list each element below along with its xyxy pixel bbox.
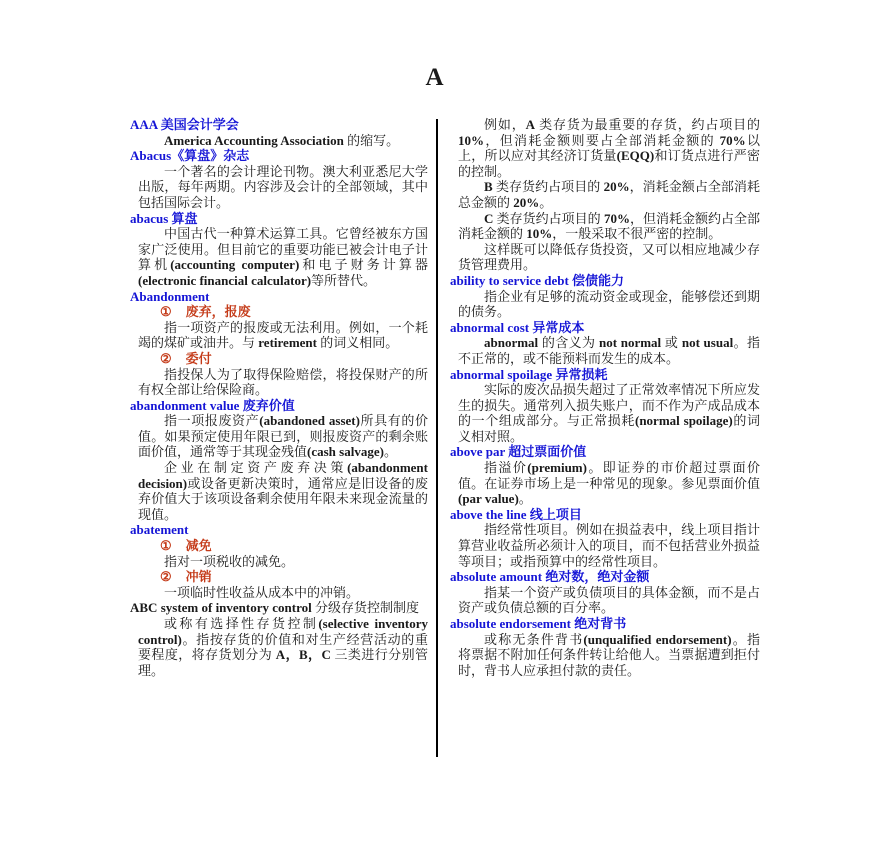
sense-number: ① [160, 538, 172, 554]
definition-paragraph: 一个著名的会计理论刊物。澳大利亚悉尼大学出版，每年两期。内容涉及会计的全部领域，其中包括国际会计。 [138, 163, 428, 210]
definition-paragraph: abnormal 的含义为 not normal 或 not usual。指不正常的，或不能预料而发生的成本。 [458, 335, 760, 366]
emphasized-term: (unqualified endorsement) [583, 631, 732, 647]
headword-segment: AAA [130, 117, 158, 132]
sense-number: ② [160, 350, 172, 366]
headword-segment: abnormal cost [450, 319, 530, 335]
headword-segment: 废弃价值 [239, 397, 295, 413]
emphasized-term: (accounting computer) [170, 257, 300, 273]
headword-segment: ABC system of inventory control [130, 600, 312, 616]
entry-headword [450, 507, 760, 523]
entry-headword [130, 148, 428, 164]
headword-segment: abnormal spoilage [450, 366, 553, 382]
headword-segment: ability to service debt [450, 272, 569, 288]
headword-segment: Abandonment [130, 288, 210, 304]
headword-segment: abatement [130, 522, 189, 538]
sense-label [160, 569, 428, 585]
page-title: A [425, 64, 445, 91]
sense-term: 减免 [185, 538, 212, 554]
dictionary-entry [130, 398, 428, 523]
sense-term: 委付 [185, 350, 212, 366]
dictionary-entry [450, 507, 760, 569]
entry-headword [130, 600, 428, 616]
entry-headword [450, 569, 760, 585]
headword-segment: 《算盘》杂志 [171, 148, 250, 164]
definition-paragraph: 指经常性项目。例如在损益表中，线上项目指计算营业收益所必须计入的项目，而不包括营业外损益等项目；或指预算中的经常性项目。 [458, 522, 760, 569]
emphasized-term: (abandonment decision) [138, 460, 428, 491]
definition-paragraph: America Accounting Association 的缩写。 [164, 132, 400, 148]
emphasized-term: not normal [599, 335, 662, 351]
headword-segment: 算盘 [168, 210, 198, 226]
definition-paragraph: 企业在制定资产废弃决策(abandonment decision)或设备更新决策时，通常应是旧设备的废弃价值大于该项设备剩余使用年限未来现金流量的现值。 [138, 460, 428, 522]
right-column [450, 117, 760, 678]
definition-paragraph: 例如，A 类存货为最重要的存货，约占项目的 10%，但消耗金额则要占全部消耗金额的 70%以上，所以应对其经济订货量(EQQ)和订货点进行严密的控制。 [458, 117, 760, 179]
headword-segment: 异常成本 [529, 319, 585, 335]
emphasized-term: (premium) [527, 460, 587, 476]
definition-paragraph: 指投保人为了取得保险赔偿，将投保财产的所有权全部让给保险商。 [138, 366, 428, 398]
entry-headword [130, 398, 428, 414]
sense-number: ① [160, 304, 172, 320]
headword-segment: 绝对背书 [570, 616, 627, 631]
emphasized-term: (par value) [458, 491, 519, 507]
entry-headword [450, 616, 760, 632]
dictionary-entry [450, 117, 760, 273]
definition-paragraph: 一项临时性收益从成本中的冲销。 [164, 584, 360, 600]
entry-headword [450, 367, 760, 383]
emphasized-term: B [484, 179, 493, 195]
emphasized-term: (EQQ) [616, 148, 655, 164]
emphasized-term: (normal spoilage) [635, 413, 733, 429]
dictionary-entry [450, 444, 760, 506]
emphasized-term: (electronic financial calculator) [138, 272, 312, 288]
emphasized-term: abnormal [484, 335, 539, 351]
dictionary-entry [130, 117, 428, 148]
sense-term: 冲销 [185, 569, 212, 585]
emphasized-term: C [484, 210, 494, 226]
dictionary-entry [450, 320, 760, 367]
emphasized-term: 70% [719, 132, 746, 148]
headword-segment: abandonment value [130, 397, 240, 413]
definition-paragraph: 指企业有足够的流动资金或现金，能够偿还到期的债务。 [458, 288, 760, 320]
entry-headword [130, 289, 428, 305]
dictionary-entry [130, 522, 428, 600]
entry-headword [450, 273, 760, 289]
entry-headword [130, 211, 428, 227]
dictionary-entry [450, 273, 760, 320]
content-columns [130, 117, 760, 678]
headword-segment: Abacus [130, 148, 172, 164]
dictionary-entry [130, 289, 428, 398]
definition-paragraph: 中国古代一种算术运算工具。它曾经被东方国家广泛使用。但目前它的重要功能已被会计电子计算机(accounting computer)和电子财务计算器(electronic financial calculator)等所替代。 [138, 226, 428, 288]
entry-headword [130, 522, 428, 538]
definition-paragraph: 或称无条件背书(unqualified endorsement)。指将票据不附加任何条件转让给他人。当票据遭到拒付时，背书人应承担付款的责任。 [458, 631, 760, 678]
entry-headword [450, 320, 760, 336]
emphasized-term: 20% [513, 194, 540, 210]
emphasized-term: not usual [681, 335, 734, 351]
emphasized-term: A [525, 117, 535, 132]
emphasized-term: (selective inventory control) [138, 616, 428, 647]
emphasized-term: 10% [526, 226, 553, 242]
headword-segment: absolute endorsement [450, 616, 571, 631]
definition-paragraph: 实际的废次品损失超过了正常效率情况下所应发生的损失。通常列入损失账户，而不作为产成品成本的一个组成部分。与正常损耗(normal spoilage)的词义相对照。 [458, 382, 760, 444]
sense-label [160, 538, 428, 554]
definition-paragraph: 指某一个资产或负债项目的具体金额，而不是占资产或负债总额的百分率。 [458, 584, 760, 616]
dictionary-entry [130, 211, 428, 289]
dictionary-entry [450, 616, 760, 678]
dictionary-entry [130, 600, 428, 678]
headword-segment: 线上项目 [526, 506, 582, 522]
emphasized-term: America Accounting Association [164, 132, 344, 148]
headword-segment: above the line [450, 506, 527, 522]
sense-label [160, 304, 428, 320]
definition-paragraph: 这样既可以降低存货投资，又可以相应地减少存货管理费用。 [458, 241, 760, 273]
entry-headword [450, 444, 760, 460]
emphasized-term: A，B，C [275, 647, 331, 663]
sense-label [160, 351, 428, 367]
headword-segment: 分级存货控制制度 [311, 600, 420, 616]
headword-segment: 异常损耗 [552, 366, 608, 382]
definition-paragraph: 或称有选择性存货控制(selective inventory control)。指按存货的价值和对生产经营活动的重要程度，将存货划分为 A，B，C 三类进行分别管理。 [138, 616, 428, 678]
headword-segment: 美国会计学会 [157, 117, 239, 132]
definition-paragraph: 指一项报废资产(abandoned asset)所具有的价值。如果预定使用年限已到，则报废资产的剩余账面价值，通常等于其现金残值(cash salvage)。 [138, 413, 428, 460]
definition-paragraph: C 类存货约占项目的 70%，但消耗金额约占全部消耗金额的 10%，一般采取不很严密的控制。 [458, 210, 760, 242]
emphasized-term: 70% [603, 210, 630, 226]
headword-segment: 偿债能力 [568, 272, 625, 288]
headword-segment: 绝对数，绝对金额 [542, 569, 650, 585]
emphasized-term: 10% [458, 132, 484, 148]
headword-segment: abacus [130, 210, 169, 226]
definition-paragraph: 指一项资产的报废或无法利用。例如，一个耗竭的煤矿或油井。与 retirement 的词义相同。 [138, 319, 428, 351]
emphasized-term: retirement [258, 335, 317, 351]
emphasized-term: (abandoned asset) [259, 413, 360, 429]
headword-segment: absolute amount [450, 569, 543, 585]
left-column [130, 117, 428, 678]
sense-number: ② [160, 569, 172, 585]
entry-headword [130, 117, 428, 133]
headword-segment: above par [450, 444, 506, 460]
definition-paragraph: B 类存货约占项目的 20%，消耗金额占全部消耗总金额的 20%。 [458, 179, 760, 210]
emphasized-term: (cash salvage) [307, 444, 384, 460]
sense-term: 废弃，报废 [185, 304, 251, 320]
dictionary-entry [450, 367, 760, 445]
headword-segment: 超过票面价值 [505, 444, 587, 460]
dictionary-entry [130, 148, 428, 210]
definition-paragraph: 指对一项税收的减免。 [164, 553, 295, 569]
dictionary-entry [450, 569, 760, 616]
definition-paragraph: 指溢价(premium)。即证券的市价超过票面价值。在证券市场上是一种常见的现象。参见票面价值(par value)。 [458, 460, 760, 507]
emphasized-term: 20% [603, 179, 630, 195]
